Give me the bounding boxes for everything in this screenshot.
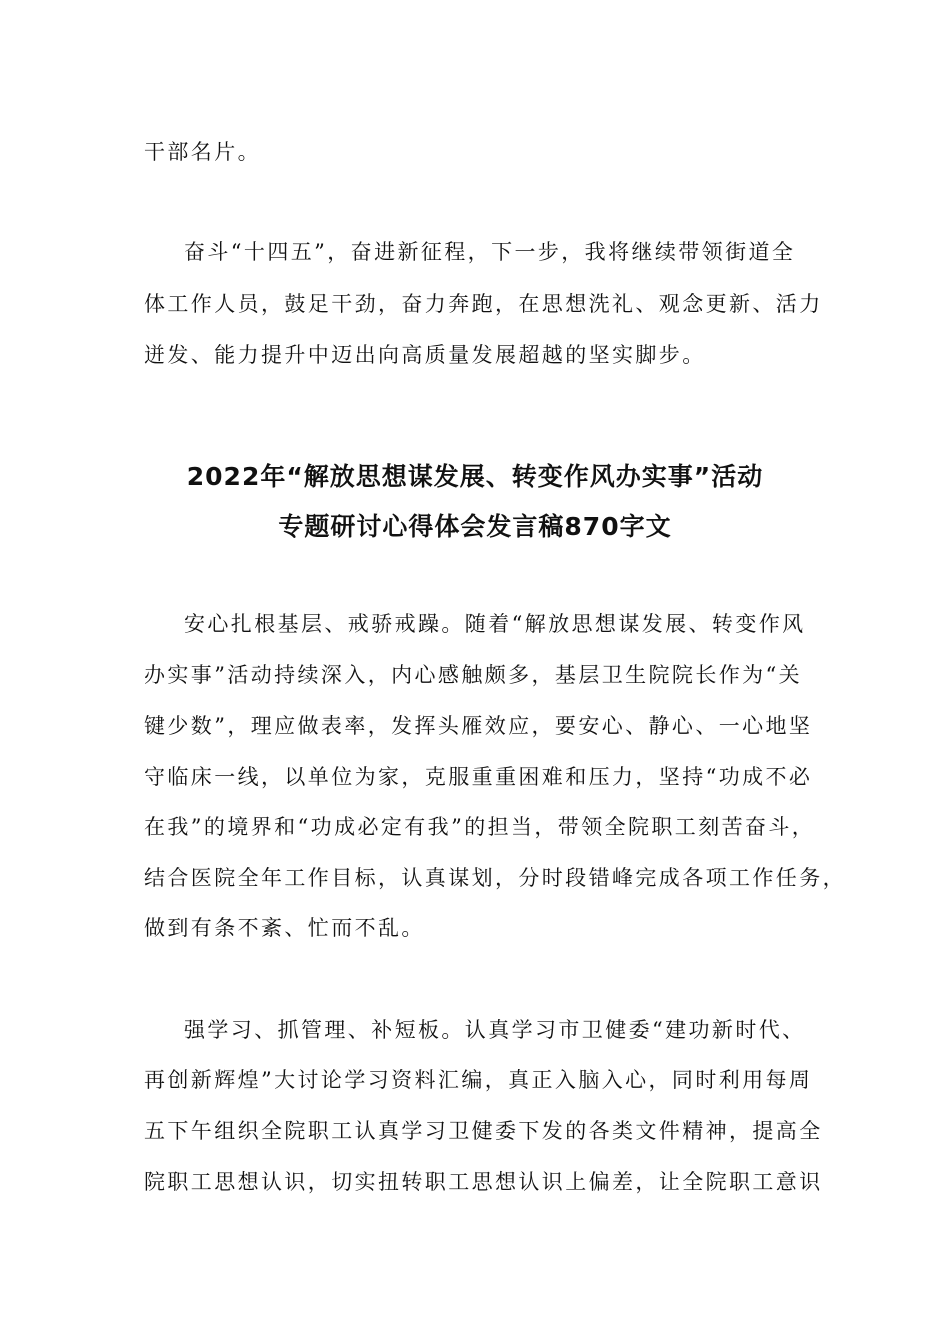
document-title: 专题研讨心得体会发言稿870字文 bbox=[278, 512, 672, 541]
paragraph-line: 做到有条不紊、忙而不乱。 bbox=[144, 916, 425, 940]
paragraph-line: 干部名片。 bbox=[144, 140, 261, 164]
paragraph-line: 迸发、能力提升中迈出向高质量发展超越的坚实脚步。 bbox=[144, 343, 706, 367]
paragraph-line: 体工作人员，鼓足干劲，奋力奔跑，在思想洗礼、观念更新、活力 bbox=[144, 292, 823, 316]
paragraph-line: 在我”的境界和“功成必定有我”的担当，带领全院职工刻苦奋斗， bbox=[144, 815, 816, 839]
paragraph-line: 奋斗“十四五”，奋进新征程，下一步，我将继续带领街道全 bbox=[184, 240, 796, 264]
paragraph-line: 守临床一线，以单位为家，克服重重困难和压力，坚持“功成不必 bbox=[144, 765, 813, 789]
paragraph-line: 结合医院全年工作目标，认真谋划，分时段错峰完成各项工作任务， bbox=[144, 866, 846, 890]
paragraph-line: 键少数”，理应做表率，发挥头雁效应，要安心、静心、一心地坚 bbox=[144, 714, 813, 738]
paragraph-line: 院职工思想认识，切实扭转职工思想认识上偏差，让全院职工意识 bbox=[144, 1170, 823, 1194]
paragraph-line: 安心扎根基层、戒骄戒躁。随着“解放思想谋发展、转变作风 bbox=[184, 612, 806, 636]
paragraph-line: 强学习、抓管理、补短板。认真学习市卫健委“建功新时代、 bbox=[184, 1018, 806, 1042]
paragraph-line: 再创新辉煌”大讨论学习资料汇编，真正入脑入心，同时利用每周 bbox=[144, 1068, 813, 1092]
paragraph-line: 五下午组织全院职工认真学习卫健委下发的各类文件精神，提高全 bbox=[144, 1119, 823, 1143]
document-title: 2022年“解放思想谋发展、转变作风办实事”活动 bbox=[186, 462, 764, 491]
paragraph-line: 办实事”活动持续深入，内心感触颇多，基层卫生院院长作为“关 bbox=[144, 663, 803, 687]
